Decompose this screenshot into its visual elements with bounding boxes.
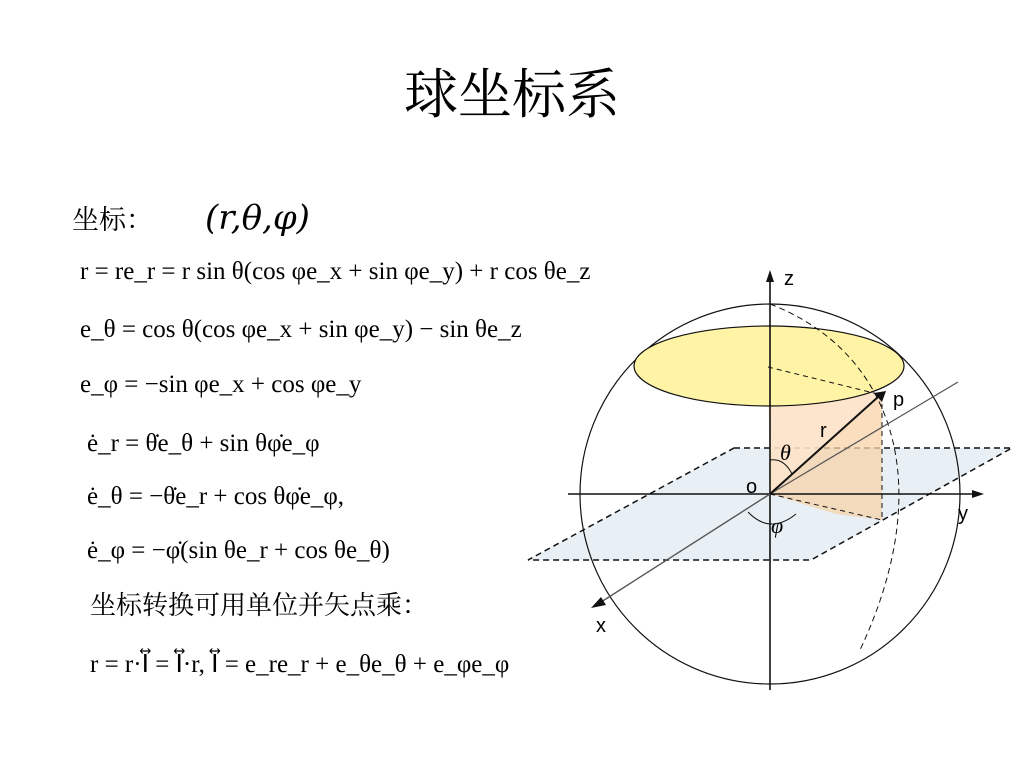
z-axis-arrowhead (766, 270, 774, 282)
e-theta-equation: e_θ = cos θ(cos φe_x + sin φe_y) − sin θe_z (80, 316, 522, 343)
e-phi-derivative-equation: ė_φ = −φ̇(sin θe_r + cos θe_θ) (87, 537, 390, 564)
coordinates-label: 坐标： (72, 205, 153, 236)
coordinates-tuple: (r,θ,φ) (205, 198, 310, 238)
z-axis-label: z (784, 268, 794, 290)
position-vector-equation: r = re_r = r sin θ(cos φe_x + sin φe_y) + r cos θe_z (80, 258, 591, 285)
origin-label: o (746, 476, 758, 498)
theta-label: θ (780, 440, 791, 465)
latitude-circle (634, 326, 904, 406)
slide-title: 球坐标系 (404, 63, 620, 126)
dyadic-equation: r = r·I⃡ = I⃡·r, I⃡ = e_re_r + e_θe_θ + e_φe_φ (90, 651, 510, 678)
e-theta-derivative-equation: ė_θ = −θ̇e_r + cos θφ̇e_φ, (87, 483, 345, 510)
x-axis-arrowhead (591, 597, 606, 608)
spherical-coordinate-diagram (520, 265, 1020, 695)
y-axis-arrowhead (972, 490, 984, 498)
y-axis-label: y (958, 503, 968, 525)
e-phi-equation: e_φ = −sin φe_x + cos φe_y (80, 371, 362, 398)
conversion-note: 坐标转换可用单位并矢点乘： (90, 591, 429, 621)
p-point-label: p (893, 389, 905, 411)
e-r-derivative-equation: ė_r = θ̇e_θ + sin θφ̇e_φ (87, 430, 320, 457)
x-axis-label: x (596, 615, 606, 637)
coordinates-line (72, 194, 310, 242)
phi-label: φ (771, 513, 784, 538)
r-label: r (820, 420, 827, 442)
